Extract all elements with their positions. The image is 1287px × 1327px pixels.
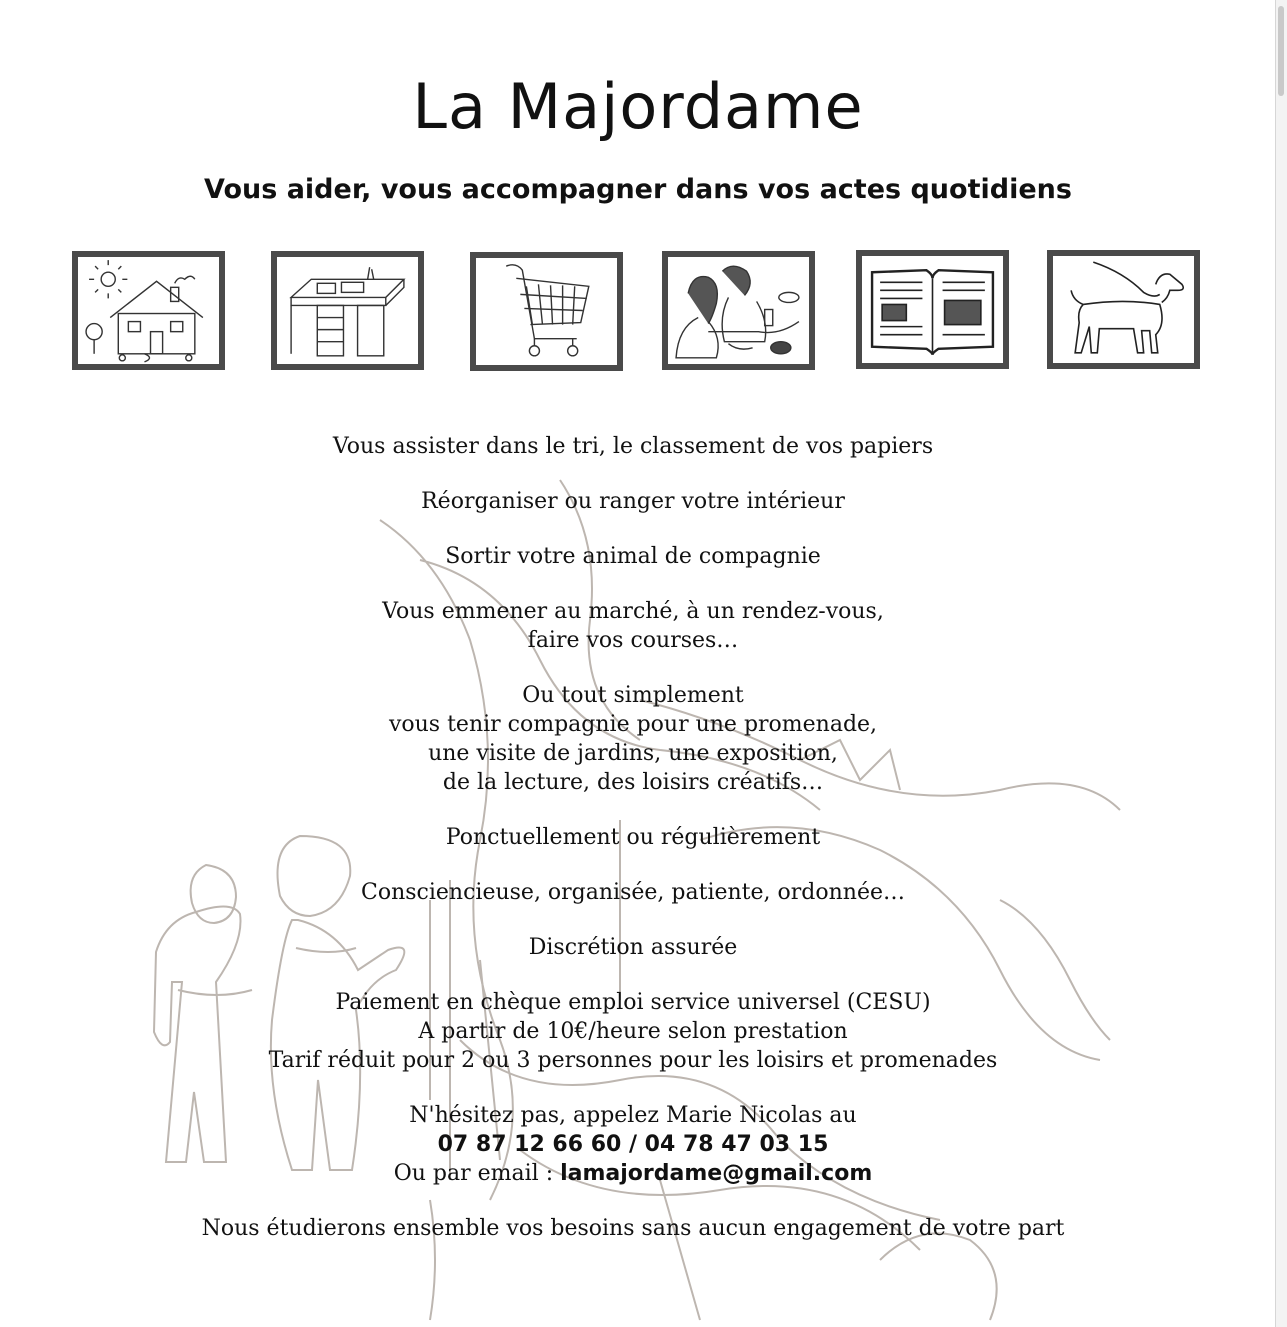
service-interior: Réorganiser ou ranger votre intérieur [421, 489, 845, 514]
pricing-line-1: Paiement en chèque emploi service universel (CESU) [335, 990, 931, 1015]
service-market-line-2: faire vos courses… [527, 628, 739, 653]
contact-phones: 07 87 12 66 60 / 04 78 47 03 15 [437, 1132, 829, 1157]
house-icon [72, 251, 225, 370]
service-description [0, 432, 1266, 1269]
dog-walk-icon [1047, 250, 1200, 369]
service-frequency: Ponctuellement ou régulièrement [445, 825, 821, 850]
conversation-icon [662, 251, 815, 370]
service-company-line-4: de la lecture, des loisirs créatifs… [442, 770, 824, 795]
contact-email-link[interactable]: lamajordame@gmail.com [560, 1161, 873, 1186]
page-title: La Majordame [412, 70, 864, 143]
page-subtitle: Vous aider, vous accompagner dans vos actes quotidiens [204, 174, 1072, 205]
pricing-line-3: Tarif réduit pour 2 ou 3 personnes pour les loisirs et promenades [268, 1048, 998, 1073]
service-market-line-1: Vous emmener au marché, à un rendez-vous, [382, 599, 884, 624]
service-item [0, 597, 1266, 655]
closing-text: Nous étudierons ensemble vos besoins sans aucun engagement de votre part [201, 1216, 1065, 1241]
service-item [0, 933, 1266, 962]
service-item [0, 681, 1266, 797]
service-company-line-2: vous tenir compagnie pour une promenade, [388, 712, 878, 737]
open-book-icon [856, 250, 1009, 369]
contact-email-line [0, 1159, 1266, 1188]
service-discretion: Discrétion assurée [528, 935, 738, 960]
closing-block [0, 1214, 1266, 1243]
service-company-line-3: une visite de jardins, une exposition, [428, 741, 838, 766]
pricing-line-2: A partir de 10€/heure selon prestation [418, 1019, 848, 1044]
service-papers: Vous assister dans le tri, le classement de vos papiers [332, 434, 934, 459]
service-qualities: Consciencieuse, organisée, patiente, ordonnée… [361, 880, 905, 905]
service-item [0, 487, 1266, 516]
pricing-block [0, 988, 1266, 1075]
scrollbar-thumb[interactable] [1278, 6, 1284, 96]
service-item [0, 542, 1266, 571]
service-item [0, 432, 1266, 461]
service-item [0, 878, 1266, 907]
contact-email-label: Ou par email : [393, 1161, 561, 1186]
service-pet: Sortir votre animal de compagnie [445, 544, 821, 569]
vertical-scrollbar[interactable] [1275, 0, 1287, 1327]
service-company-line-1: Ou tout simplement [522, 683, 744, 708]
service-item [0, 823, 1266, 852]
desk-icon [271, 251, 424, 370]
contact-intro: N'hésitez pas, appelez Marie Nicolas au [409, 1103, 857, 1128]
contact-block [0, 1101, 1266, 1188]
shopping-cart-icon [470, 252, 623, 371]
